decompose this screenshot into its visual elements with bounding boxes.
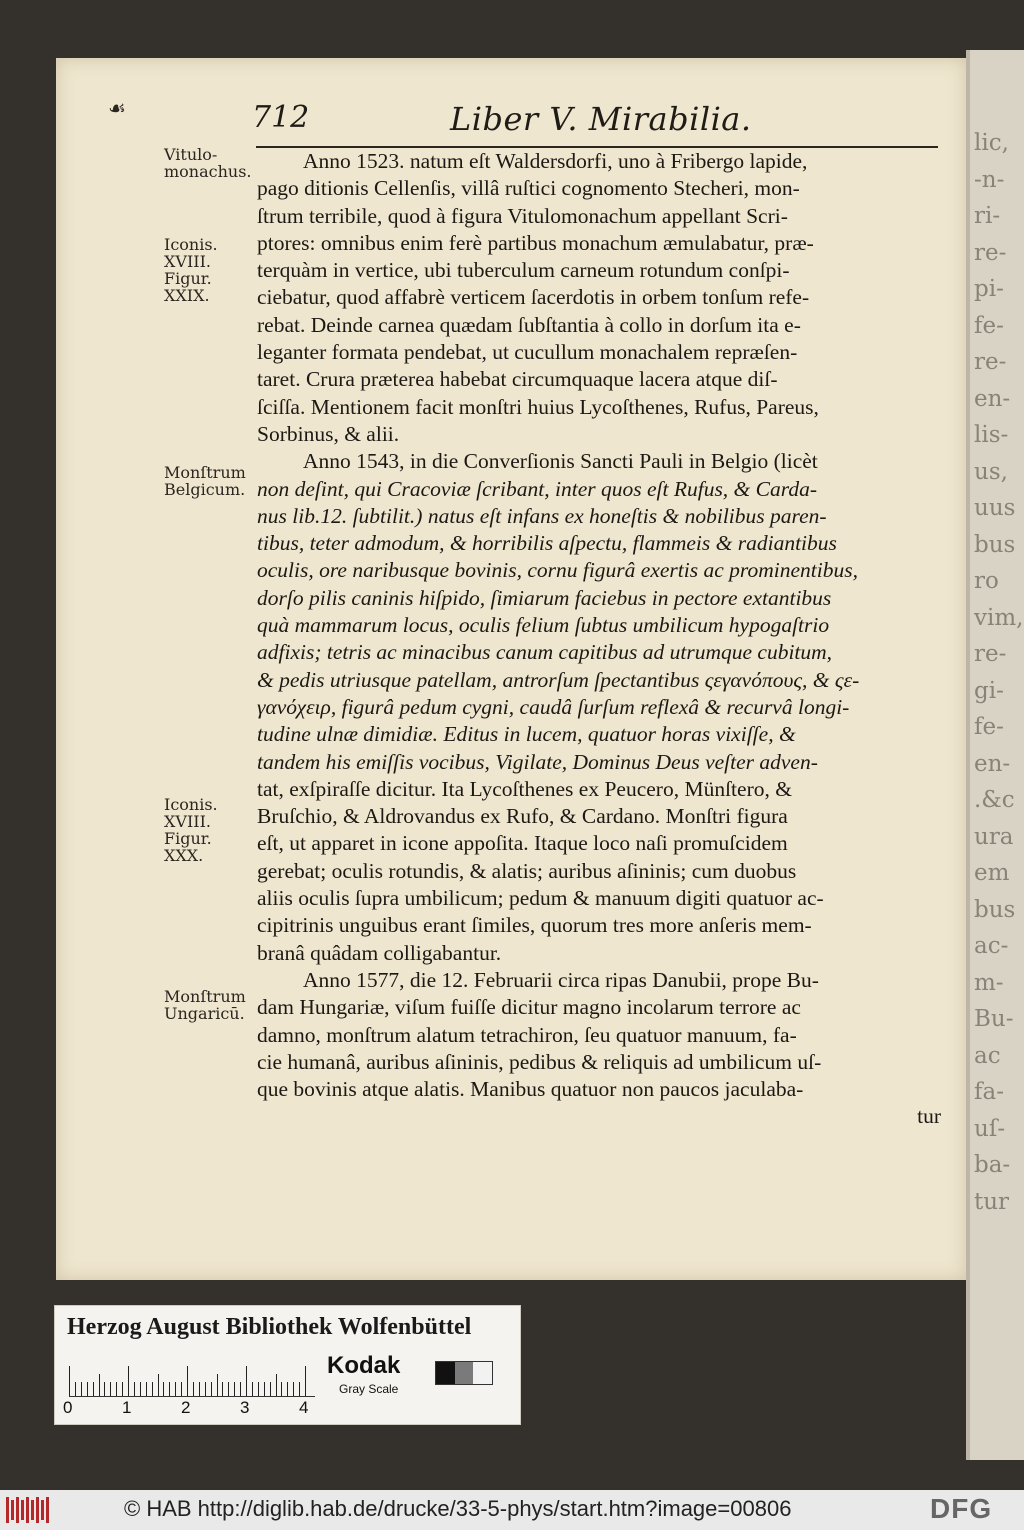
ruler-tick [228,1382,229,1396]
adjacent-page-fragment: vim, [974,604,1024,631]
ruler-tick [122,1382,123,1396]
text-line: aliis oculis ſupra umbilicum; pedum & manuum digiti quatuor ac- [257,886,824,911]
text-line: ſtrum terribile, quod à figura Vitulomonachum appellant Scri- [257,203,788,228]
ruler-tick [163,1382,164,1396]
ruler-tick [217,1374,218,1396]
ruler-tick [258,1382,259,1396]
ruler-tick [181,1382,182,1396]
hab-logo-icon[interactable] [6,1497,50,1523]
source-link[interactable]: © HAB http://diglib.hab.de/drucke/33-5-phys/start.htm?image=00806 [124,1496,792,1521]
ruler-number: 3 [240,1398,250,1417]
ruler-tick [81,1382,82,1396]
logo-bar [36,1497,39,1523]
text-line: ſciſſa. Mentionem facit monſtri huius Lycoſthenes, Rufus, Pareus, [257,394,819,419]
adjacent-page-fragment: ura [974,823,1014,850]
text-line: que bovinis atque alatis. Manibus quatuor non paucos jaculaba- [257,1077,804,1102]
adjacent-page-fragment: uſ- [974,1115,1006,1142]
text-line: Anno 1577, die 12. Februarii circa ripas Danubii, prope Bu- [303,967,819,992]
ruler-tick [205,1382,206,1396]
logo-bar [16,1497,19,1523]
text-line: dam Hungariæ, viſum fuiſſe dicitur magno incolarum terrore ac [257,995,801,1020]
ruler-tick [264,1382,265,1396]
text-line: pago ditionis Cellenſis, villâ ruſtici cognomento Stecheri, mon- [257,176,800,201]
ruler-tick [211,1382,212,1396]
ruler-number: 0 [63,1398,73,1417]
library-name: Herzog August Bibliothek Wolfenbüttel [67,1314,472,1340]
adjacent-page-fragment: us, [974,458,1008,485]
gray-scale-label: Gray Scale [339,1382,399,1396]
adjacent-page-fragment: em [974,860,1010,886]
page-header [252,100,938,144]
ruler-tick [222,1382,223,1396]
ruler-tick [146,1382,147,1396]
text-line: gerebat; oculis rotundis, & alatis; auribus aſininis; cum duobus [257,858,797,883]
ruler-tick [234,1382,235,1396]
text-line: terquàm in vertice, ubi tuberculum carneum rotundum conſpi- [257,258,790,283]
margin-note-monstrum-belgicum: Monſtrum Belgicum. [164,463,246,499]
text-line: oculis, ore naribusque bovinis, cornu figurâ exertis ac prominentibus, [257,558,858,583]
logo-bar [6,1497,9,1523]
text-line: & pedis utriusque patellam, antrorſum ſpectantibus ςεγανόπους, & ςε- [257,667,860,692]
margin-note-vitulomonachus: Vitulo- monachus. [164,145,252,181]
body-text [257,148,941,1131]
margin-note-monstrum-ungaricum: Monſtrum Ungaricū. [164,987,246,1023]
text-line: branâ quâdam colligabantur. [257,940,502,965]
adjacent-page-edge [966,50,1024,1460]
adjacent-page-fragment: ri- [974,203,1001,229]
adjacent-page-fragment: pi- [974,276,1004,302]
adjacent-page-fragment: re- [974,239,1007,266]
text-line: nus lib.12. ſubtilit.) natus eſt infans ex honeſtis & nobilibus paren- [257,503,827,528]
ruler-tick [299,1382,300,1396]
text-line: Sorbinus, & alii. [257,421,400,446]
ruler-tick [240,1382,241,1396]
adjacent-page-fragment: re- [974,349,1007,375]
ruler-tick [134,1382,135,1396]
adjacent-page-fragment: uus [974,495,1016,521]
ruler-tick [152,1382,153,1396]
text-line: γανόχειρ, figurâ pedum cygni, caudâ ſurſum reflexâ & recurvâ longi- [257,694,850,719]
text-line: leganter formata pendebat, ut cucullum monachalem repræſen- [257,340,798,365]
text-line: Bruſchio, & Aldrovandus ex Rufo, & Cardano. Monſtri figura [257,804,788,829]
adjacent-page-fragment: en- [974,385,1011,412]
swatch-dark [436,1362,455,1384]
ruler-tick [276,1374,277,1396]
ruler-tick [252,1382,253,1396]
kodak-brand: Kodak [327,1352,401,1379]
ruler-tick [87,1382,88,1396]
adjacent-page-fragment: m- [974,969,1004,996]
ruler-tick [104,1382,105,1396]
adjacent-page-fragment: en- [974,750,1011,777]
viewer-footer [0,1490,1024,1530]
ruler-tick [169,1382,170,1396]
page-number: 712 [252,100,310,135]
ruler-tick [305,1366,306,1396]
adjacent-page-fragment: re- [974,641,1007,667]
text-line: adfixis; tetris ac minacibus canum capitibus ad utrumque cubitum, [257,640,833,665]
ruler-tick [158,1374,159,1396]
catchword: tur [917,1104,941,1129]
text-line: Anno 1543, in die Converſionis Sancti Pauli in Belgio (licèt [303,449,818,474]
ruler-tick [187,1366,188,1396]
ruler-tick [193,1382,194,1396]
fleuron-ornament: ☙ [108,96,126,120]
adjacent-page-fragment: gi- [974,677,1004,704]
adjacent-page-fragment: fe- [974,714,1004,740]
adjacent-page-fragment: ro [974,568,999,594]
ruler-tick [175,1382,176,1396]
margin-note-figure-xxix: Iconis. XVIII. Figur. XXIX. [164,235,218,305]
adjacent-page-fragment: bus [974,531,1016,558]
ruler-number: 4 [299,1398,309,1417]
adjacent-page-fragment: ac [974,1042,1001,1069]
ruler-tick [287,1382,288,1396]
ruler-tick [69,1366,70,1396]
text-line: eſt, ut apparet in icone appoſita. Itaque loco naſi promuſcidem [257,831,788,856]
adjacent-page-fragment: -n- [974,166,1005,193]
logo-bar [26,1497,29,1523]
text-line: tandem his emiſſis vocibus, Vigilate, Dominus Deus veſter adven- [257,749,818,774]
running-head: Liber V. Mirabilia. [450,100,752,138]
adjacent-page-fragment: ba- [974,1152,1011,1178]
adjacent-page-fragment: .&c [974,787,1015,813]
ruler-tick [110,1382,111,1396]
ruler-tick [99,1374,100,1396]
logo-bar [11,1500,14,1520]
ruler-tick [75,1382,76,1396]
ruler-number: 1 [122,1398,132,1417]
text-line: ptores: omnibus enim ferè partibus monachum æmulabatur, præ- [257,230,814,255]
text-line: taret. Crura præterea habebat circumquaque lacera atque diſ- [257,367,778,392]
ruler-tick [128,1366,129,1396]
logo-bar [46,1497,49,1523]
text-line: tibus, teter admodum, & horribilis aſpectu, flammeis & radiantibus [257,531,837,556]
adjacent-page-fragment: ac- [974,933,1009,959]
ruler-tick [93,1382,94,1396]
text-line: damno, monſtrum alatum tetrachiron, ſeu quatuor manuum, fa- [257,1022,797,1047]
text-line: cie humanâ, auribus aſininis, pedibus & reliquis ad umbilicum uſ- [257,1049,822,1074]
text-line: cipitrinis unguibus erant ſimiles, quorum tres more anſeris mem- [257,913,812,938]
text-line: non deſint, qui Cracoviæ ſcribant, inter quos eſt Rufus, & Carda- [257,476,817,501]
ruler-tick [281,1382,282,1396]
text-line: tudine ulnæ dimidiæ. Editus in lucem, quatuor horas vixiſſe, & [257,722,796,747]
ruler-tick [116,1382,117,1396]
text-line: rebat. Deinde carnea quædam ſubſtantia à collo in dorſum ita e- [257,312,801,337]
text-line: tat, exſpiraſſe dicitur. Ita Lycoſthenes ex Peucero, Münſtero, & [257,776,792,801]
dfg-logo[interactable]: DFG [930,1493,993,1524]
adjacent-page-fragment: Bu- [974,1006,1014,1032]
text-line: quà mammarum locus, oculis felium ſubtus umbilicum hypogaſtrio [257,613,830,638]
text-line: Anno 1523. natum eſt Waldersdorfi, uno à Fribergo lapide, [303,149,808,173]
ruler-number: 2 [181,1398,191,1417]
logo-bar [21,1500,24,1520]
color-reference-card [54,1305,521,1425]
swatch-light [473,1362,492,1384]
ruler-tick [293,1382,294,1396]
ruler-tick [246,1366,247,1396]
adjacent-page-fragment: fe- [974,312,1004,339]
ruler-tick [140,1382,141,1396]
adjacent-page-fragment: lis- [974,422,1009,448]
measurement-ruler [69,1360,315,1397]
adjacent-page-fragment: tur [974,1188,1010,1215]
margin-note-figure-xxx: Iconis. XVIII. Figur. XXX. [164,795,218,865]
ruler-tick [199,1382,200,1396]
book-page [56,58,966,1280]
adjacent-page-fragment: lic, [974,130,1009,156]
text-line: ciebatur, quod affabrè verticem ſacerdotis in orbem tonſum refe- [257,285,810,310]
swatch-mid [455,1362,474,1384]
gray-swatches [435,1361,493,1385]
logo-bar [41,1500,44,1520]
text-line: dorſo pilis caninis hiſpido, ſimiarum faciebus in pectore extantibus [257,585,832,610]
ruler-tick [270,1382,271,1396]
adjacent-page-fragment: fa- [974,1079,1004,1105]
adjacent-page-fragment: bus [974,896,1016,923]
logo-bar [31,1500,34,1520]
